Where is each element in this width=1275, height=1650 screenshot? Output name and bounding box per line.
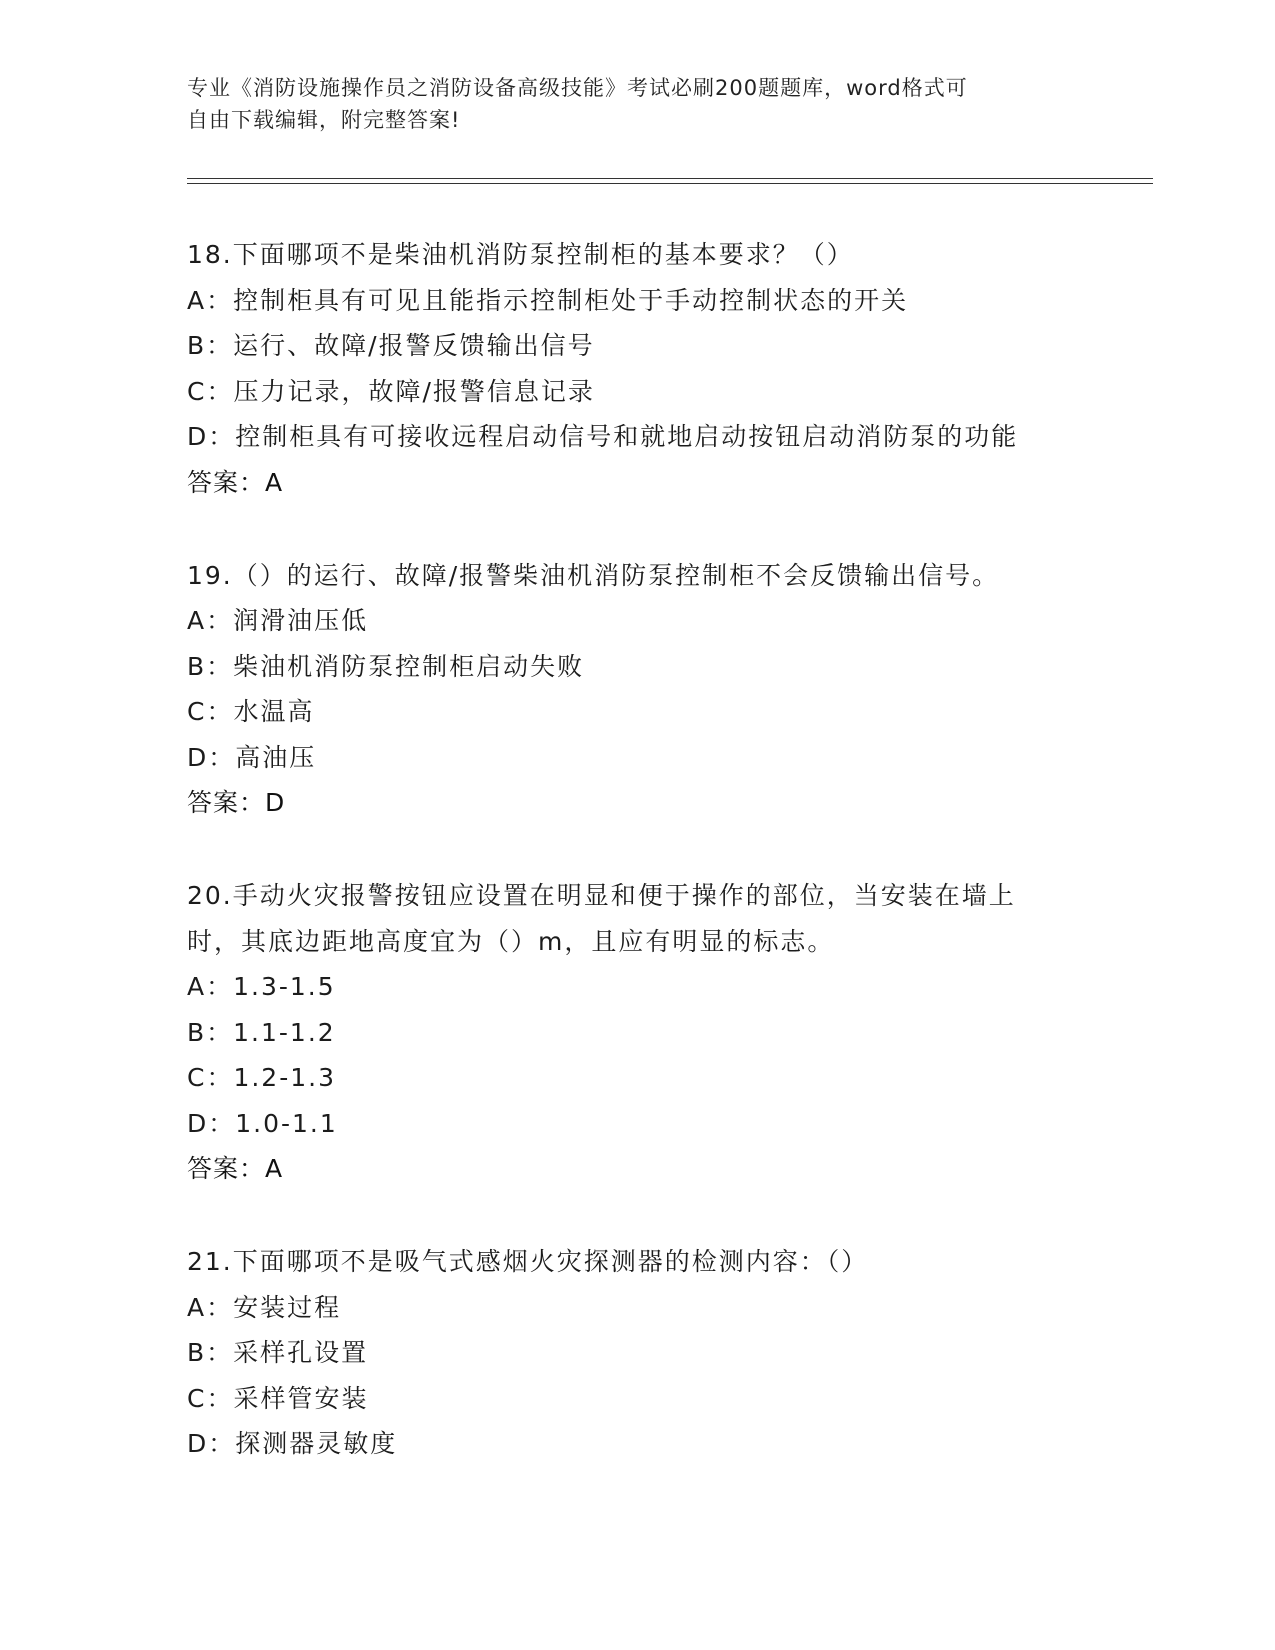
option-d: D：探测器灵敏度: [187, 1429, 398, 1458]
option-d: D：控制柜具有可接收远程启动信号和就地启动按钮启动消防泵的功能: [187, 422, 1019, 451]
question-stem: 21.下面哪项不是吸气式感烟火灾探测器的检测内容：（）: [187, 1247, 869, 1276]
answer-line: 答案：A: [187, 467, 284, 497]
option-c: C：1.2-1.3: [187, 1063, 336, 1092]
option-a: A：安装过程: [187, 1292, 342, 1322]
question-stem: 19.（）的运行、故障/报警柴油机消防泵控制柜不会反馈输出信号。: [187, 560, 1000, 590]
question-20: [187, 873, 1107, 1191]
question-stem-line-2: 时，其底边距地高度宜为（）m，且应有明显的标志。: [187, 926, 835, 956]
option-c: C：压力记录，故障/报警信息记录: [187, 376, 595, 406]
answer-line: 答案：A: [187, 1154, 284, 1183]
option-b: B：采样孔设置: [187, 1338, 369, 1367]
option-b: B：运行、故障/报警反馈输出信号: [187, 331, 595, 360]
question-18: [187, 232, 1107, 505]
option-a: A：1.3-1.5: [187, 972, 336, 1001]
header-divider: [187, 178, 1153, 184]
option-b: B：柴油机消防泵控制柜启动失败: [187, 651, 585, 681]
question-stem: 18.下面哪项不是柴油机消防泵控制柜的基本要求？（）: [187, 240, 854, 269]
option-b: B：1.1-1.2: [187, 1017, 336, 1047]
question-list: [187, 232, 1107, 1515]
header-line-1: 专业《消防设施操作员之消防设备高级技能》考试必刷200题题库，word格式可: [187, 76, 968, 100]
answer-line: 答案：D: [187, 788, 286, 817]
option-c: C：水温高: [187, 697, 315, 726]
question-stem-line-1: 20.手动火灾报警按钮应设置在明显和便于操作的部位，当安装在墙上: [187, 881, 1016, 910]
option-d: D：1.0-1.1: [187, 1108, 338, 1138]
document-header: [187, 72, 1067, 136]
option-a: A：控制柜具有可见且能指示控制柜处于手动控制状态的开关: [187, 285, 909, 315]
option-c: C：采样管安装: [187, 1383, 369, 1413]
header-line-2: 自由下载编辑，附完整答案!: [187, 108, 461, 132]
option-d: D：高油压: [187, 742, 317, 772]
option-a: A：润滑油压低: [187, 606, 369, 635]
question-21: [187, 1239, 1107, 1467]
question-19: [187, 553, 1107, 826]
